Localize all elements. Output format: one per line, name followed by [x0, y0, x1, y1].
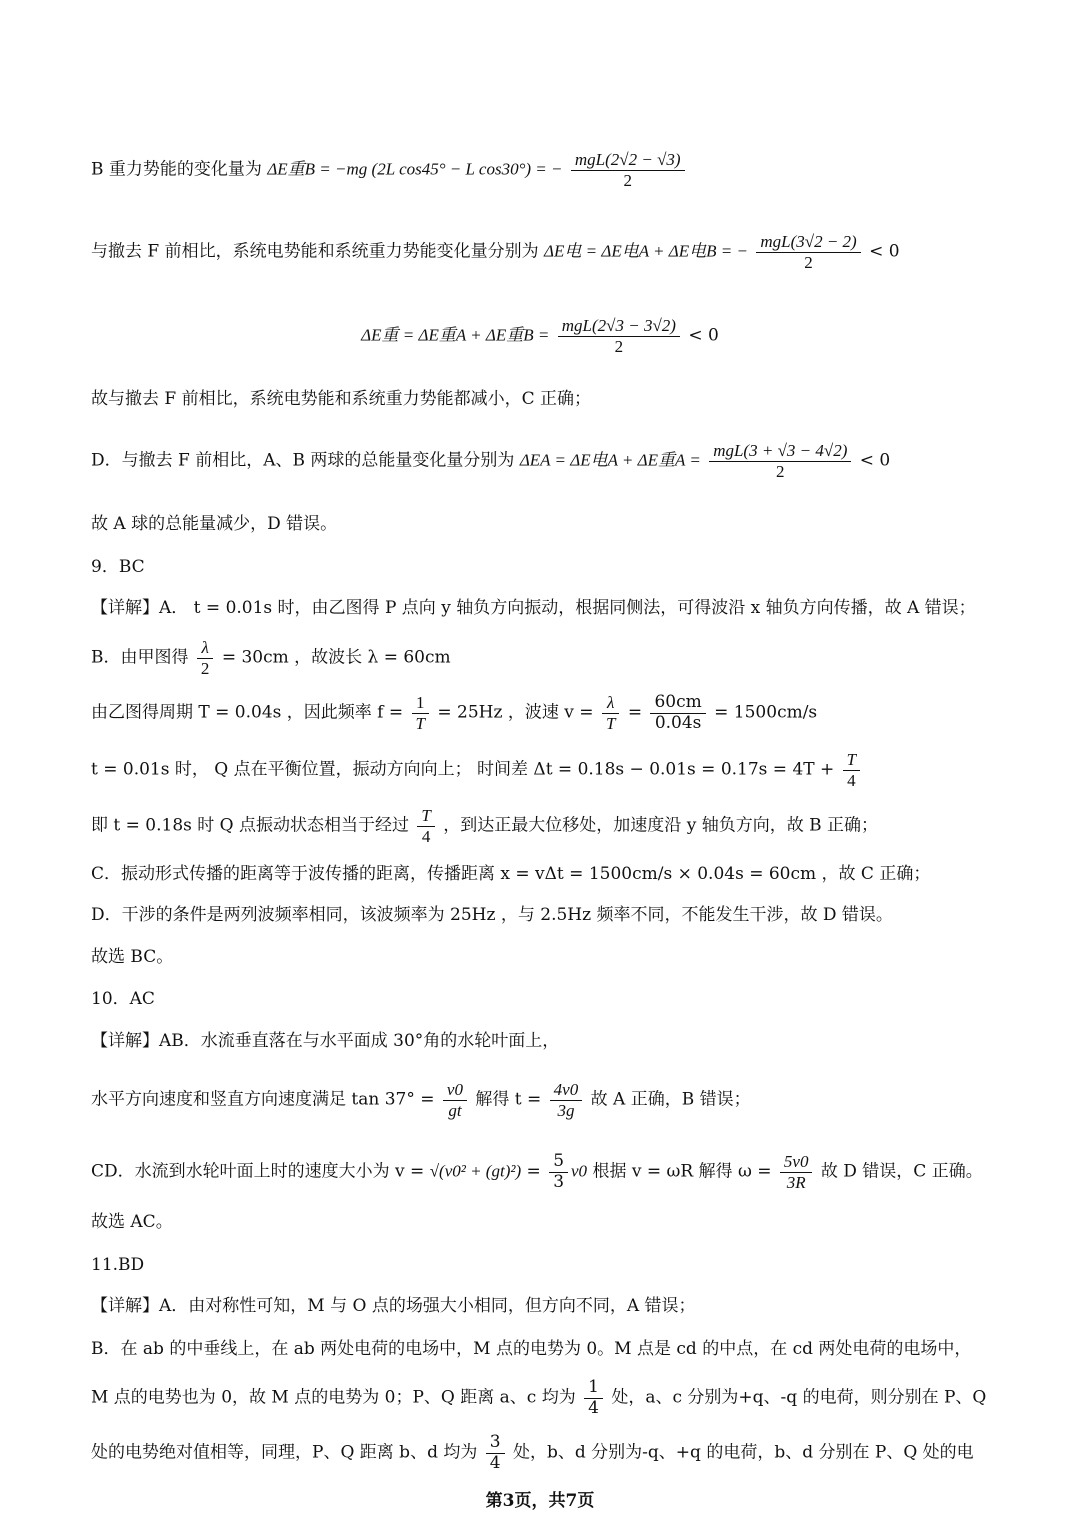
text-line-3	[0, 316, 1080, 356]
text-line-10	[91, 693, 1020, 733]
text-line-5	[91, 441, 1020, 481]
text: 故选 AC。	[91, 1212, 173, 1232]
denominator: T	[605, 713, 616, 733]
text: =	[526, 1161, 541, 1182]
text: t = 0.01s 时， Q 点在平衡位置，振动方向向上； 时间差 Δt = 0.18s − 0.01s = 0.17s = 4T +	[91, 759, 835, 780]
text-line-20	[91, 1212, 1020, 1232]
text: ，到达正最大位移处，加速度沿 y 轴负方向，故 B 正确；	[443, 815, 879, 836]
fraction	[558, 316, 680, 356]
text: 故与撤去 F 前相比，系统电势能和系统重力势能都减小，C 正确；	[91, 389, 592, 409]
text: 故选 BC。	[91, 947, 174, 967]
formula-rhs: < 0	[859, 450, 891, 471]
page-footer: 第3页，共7页	[485, 1491, 595, 1511]
denominator: 2	[200, 658, 210, 678]
text: 11.BD	[91, 1255, 145, 1275]
text-line-2	[91, 232, 1020, 272]
text-line-18	[91, 1080, 1020, 1120]
numerator: 1	[584, 1378, 603, 1399]
text-line-1	[91, 150, 1020, 190]
numerator: 60cm	[650, 693, 705, 714]
text: 【详解】A．由对称性可知，M 与 O 点的场强大小相同，但方向不同，A 错误；	[91, 1296, 696, 1316]
question-number-9	[91, 557, 1020, 577]
fraction	[412, 693, 429, 733]
text-line-24	[91, 1378, 1020, 1418]
numerator: v0	[443, 1080, 467, 1101]
fraction	[549, 1152, 568, 1192]
numerator: 4v0	[550, 1080, 583, 1101]
text: B 重力势能的变化量为	[91, 159, 262, 180]
text-line-6	[91, 514, 1020, 534]
fraction	[756, 232, 860, 272]
denominator: 4	[588, 1397, 599, 1418]
fraction	[197, 638, 214, 678]
text-line-9	[91, 638, 1020, 678]
text-line-19	[91, 1152, 1020, 1192]
text: 水平方向速度和竖直方向速度满足 tan 37° =	[91, 1089, 435, 1110]
denominator: gt	[448, 1100, 462, 1120]
text-line-14	[91, 905, 1020, 925]
text: 故 A 正确，B 错误；	[590, 1089, 751, 1110]
text-line-13	[91, 864, 1020, 884]
numerator: 5v0	[780, 1152, 813, 1173]
denominator: 2	[614, 336, 624, 356]
text: 故 D 错误，C 正确。	[820, 1161, 983, 1182]
numerator: T	[843, 750, 860, 771]
numerator: 3	[486, 1433, 505, 1454]
text: = 1500cm/s	[714, 702, 818, 723]
text: 处，b、d 分别为-q、+q 的电荷，b、d 分别在 P、Q 处的电	[513, 1442, 974, 1463]
text: 由乙图得周期 T = 0.04s ，因此频率 f =	[91, 702, 404, 723]
fraction	[550, 1080, 583, 1120]
question-number-10	[91, 989, 1020, 1009]
text: M 点的电势也为 0，故 M 点的电势为 0；P、Q 距离 a、c 均为	[91, 1387, 576, 1408]
text: =	[627, 702, 643, 723]
fraction	[843, 750, 860, 790]
text-line-25	[91, 1433, 1020, 1473]
numerator: 1	[412, 693, 429, 714]
fraction	[443, 1080, 467, 1120]
denominator: 2	[776, 461, 785, 481]
text-line-11	[91, 750, 1020, 790]
numerator: mgL(2√3 − 3√2)	[558, 316, 680, 337]
fraction	[709, 441, 851, 481]
text-line-15	[91, 947, 1020, 967]
formula: v0	[571, 1161, 588, 1181]
sqrt-expression: √(v0² + (gt)²)	[429, 1161, 522, 1181]
denominator: 4	[489, 1452, 501, 1473]
text: 处的电势绝对值相等，同理，P、Q 距离 b、d 均为	[91, 1442, 478, 1463]
numerator: mgL(2√2 − √3)	[571, 150, 685, 171]
text: D．与撤去 F 前相比，A、B 两球的总能量变化量分别为	[91, 450, 515, 471]
fraction	[602, 693, 619, 733]
denominator: 0.04s	[654, 712, 702, 733]
fraction	[486, 1433, 505, 1473]
text-line-22	[91, 1296, 1020, 1316]
text-line-23	[91, 1339, 1020, 1359]
denominator: 2	[623, 170, 632, 190]
numerator: mgL(3 + √3 − 4√2)	[709, 441, 851, 462]
text: D．干涉的条件是两列波频率相同，该波频率为 25Hz ，与 2.5Hz 频率不同，不能发生干涉，故 D 错误。	[91, 905, 893, 925]
text-line-12	[91, 806, 1020, 846]
formula: ΔE电 = ΔE电A + ΔE电B = −	[544, 241, 748, 261]
numerator: mgL(3√2 − 2)	[756, 232, 860, 253]
text: 处，a、c 分别为+q、-q 的电荷，则分别在 P、Q	[611, 1387, 987, 1408]
formula: ΔEA = ΔE电A + ΔE重A =	[519, 450, 701, 470]
formula: ΔE重B = −mg (2L cos45° − L cos30°) = −	[267, 159, 563, 179]
denominator: 3	[553, 1171, 565, 1192]
denominator: 2	[804, 252, 813, 272]
formula: ΔE重 = ΔE重A + ΔE重B =	[361, 325, 550, 345]
denominator: 3R	[786, 1172, 806, 1192]
text: C．振动形式传播的距离等于波传播的距离，传播距离 x = vΔt = 1500cm/s × 0.04s = 60cm ，故 C 正确；	[91, 864, 931, 884]
text: 【详解】AB．水流垂直落在与水平面成 30°角的水轮叶面上，	[91, 1031, 560, 1051]
formula-rhs: < 0	[688, 325, 719, 346]
numerator: T	[417, 806, 434, 827]
formula-rhs: < 0	[869, 241, 900, 262]
text: CD．水流到水轮叶面上时的速度大小为 v =	[91, 1161, 425, 1182]
text: 9．BC	[91, 557, 145, 577]
numerator: λ	[602, 693, 619, 714]
text: 根据 v = ωR 解得 ω =	[592, 1161, 772, 1182]
text: B．由甲图得	[91, 647, 189, 668]
fraction	[650, 693, 705, 733]
denominator: 3g	[557, 1100, 575, 1120]
text: 与撤去 F 前相比，系统电势能和系统重力势能变化量分别为	[91, 241, 539, 262]
text-line-4	[91, 389, 1020, 409]
question-number-11	[91, 1255, 1020, 1275]
text: 【详解】A． t = 0.01s 时，由乙图得 P 点向 y 轴负方向振动，根据同侧法，可得波沿 x 轴负方向传播，故 A 错误；	[91, 598, 976, 618]
text: 解得 t =	[475, 1089, 542, 1110]
denominator: 4	[421, 826, 431, 846]
text: = 30cm ，故波长 λ = 60cm	[221, 647, 451, 668]
text-line-17	[91, 1031, 1020, 1051]
text: 故 A 球的总能量减少，D 错误。	[91, 514, 338, 534]
text-line-8	[91, 598, 1020, 618]
text: = 25Hz ，波速 v =	[437, 702, 594, 723]
denominator: 4	[847, 770, 856, 790]
fraction	[417, 806, 434, 846]
fraction	[571, 150, 685, 190]
text: 即 t = 0.18s 时 Q 点振动状态相当于经过	[91, 815, 410, 836]
numerator: 5	[549, 1152, 568, 1173]
fraction	[780, 1152, 813, 1192]
text: 10．AC	[91, 989, 155, 1009]
fraction	[584, 1378, 603, 1418]
text: B．在 ab 的中垂线上，在 ab 两处电荷的电场中，M 点的电势为 0。M 点是 cd 的中点，在 cd 两处电荷的电场中，	[91, 1339, 972, 1359]
denominator: T	[415, 713, 425, 733]
numerator: λ	[197, 638, 214, 659]
